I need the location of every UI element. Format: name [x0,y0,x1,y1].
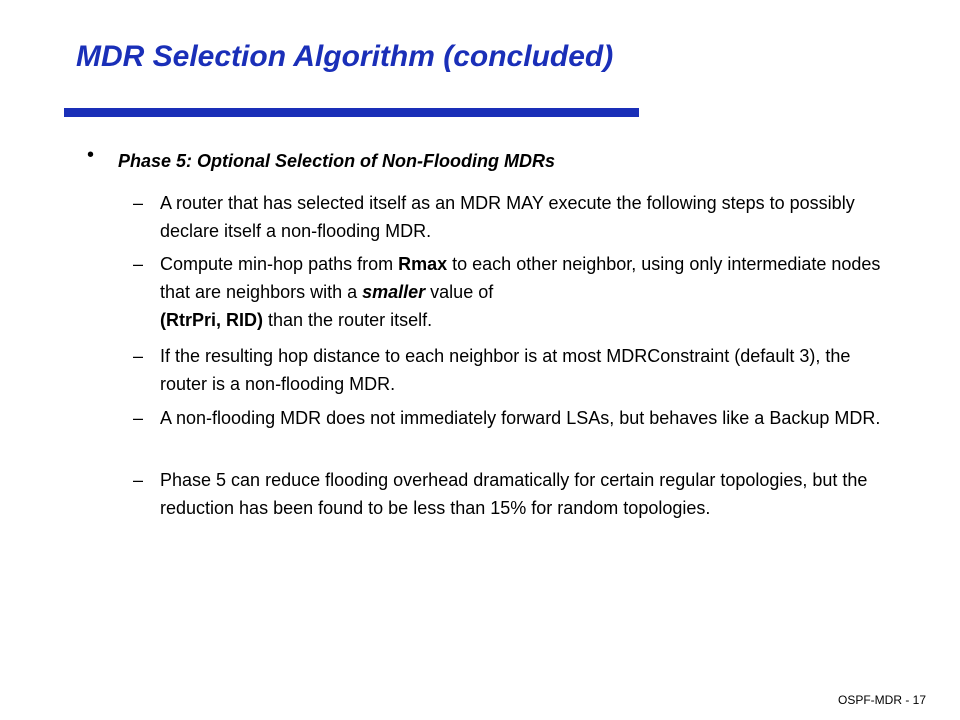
sub-item-3-text: If the resulting hop distance to each neighbor is at most MDRConstraint (default 3), the router is a non-flooding MDR. [160,346,851,394]
dash-icon: – [133,470,144,490]
dash-icon: – [133,254,144,274]
sub-item-2-text-part1: Compute min-hop paths from [160,254,399,274]
sub-item-2-text-part3: value of [425,282,494,302]
dash-icon: – [133,408,144,428]
dash-icon: – [133,193,144,213]
sub-item-5-text: Phase 5 can reduce flooding overhead dramatically for certain regular topologies, but the reduction has been found to be less than 15% for random topologies. [160,470,868,518]
slide-title: MDR Selection Algorithm (concluded) [76,40,614,73]
term-rmax: Rmax [398,254,448,274]
sub-item-2 [133,250,900,334]
sub-item-4-text: A non-flooding MDR does not immediately forward LSAs, but behaves like a Backup MDR. [160,408,881,428]
dash-icon: – [133,346,144,366]
term-smaller: smaller [362,282,426,302]
bullet-icon: • [87,144,95,166]
phase-heading: Phase 5: Optional Selection of Non-Flooding MDRs [118,151,556,171]
sub-item-4 [133,404,900,432]
slide-footer: OSPF-MDR - 17 [837,693,926,707]
sub-item-1-text: A router that has selected itself as an MDR MAY execute the following steps to possibly declare itself a non-flooding MDR. [160,193,855,241]
title-underline [64,108,639,117]
sub-item-5 [133,466,900,522]
term-rtrpri-rid: (RtrPri, RID) [160,310,263,330]
sub-item-2-text-part4: than the router itself. [263,310,433,330]
sub-item-1 [133,189,900,245]
sub-item-2-text-part2: to each other neighbor, using only intermediate nodes that are neighbors with a [160,254,881,302]
sub-item-3 [133,342,900,398]
